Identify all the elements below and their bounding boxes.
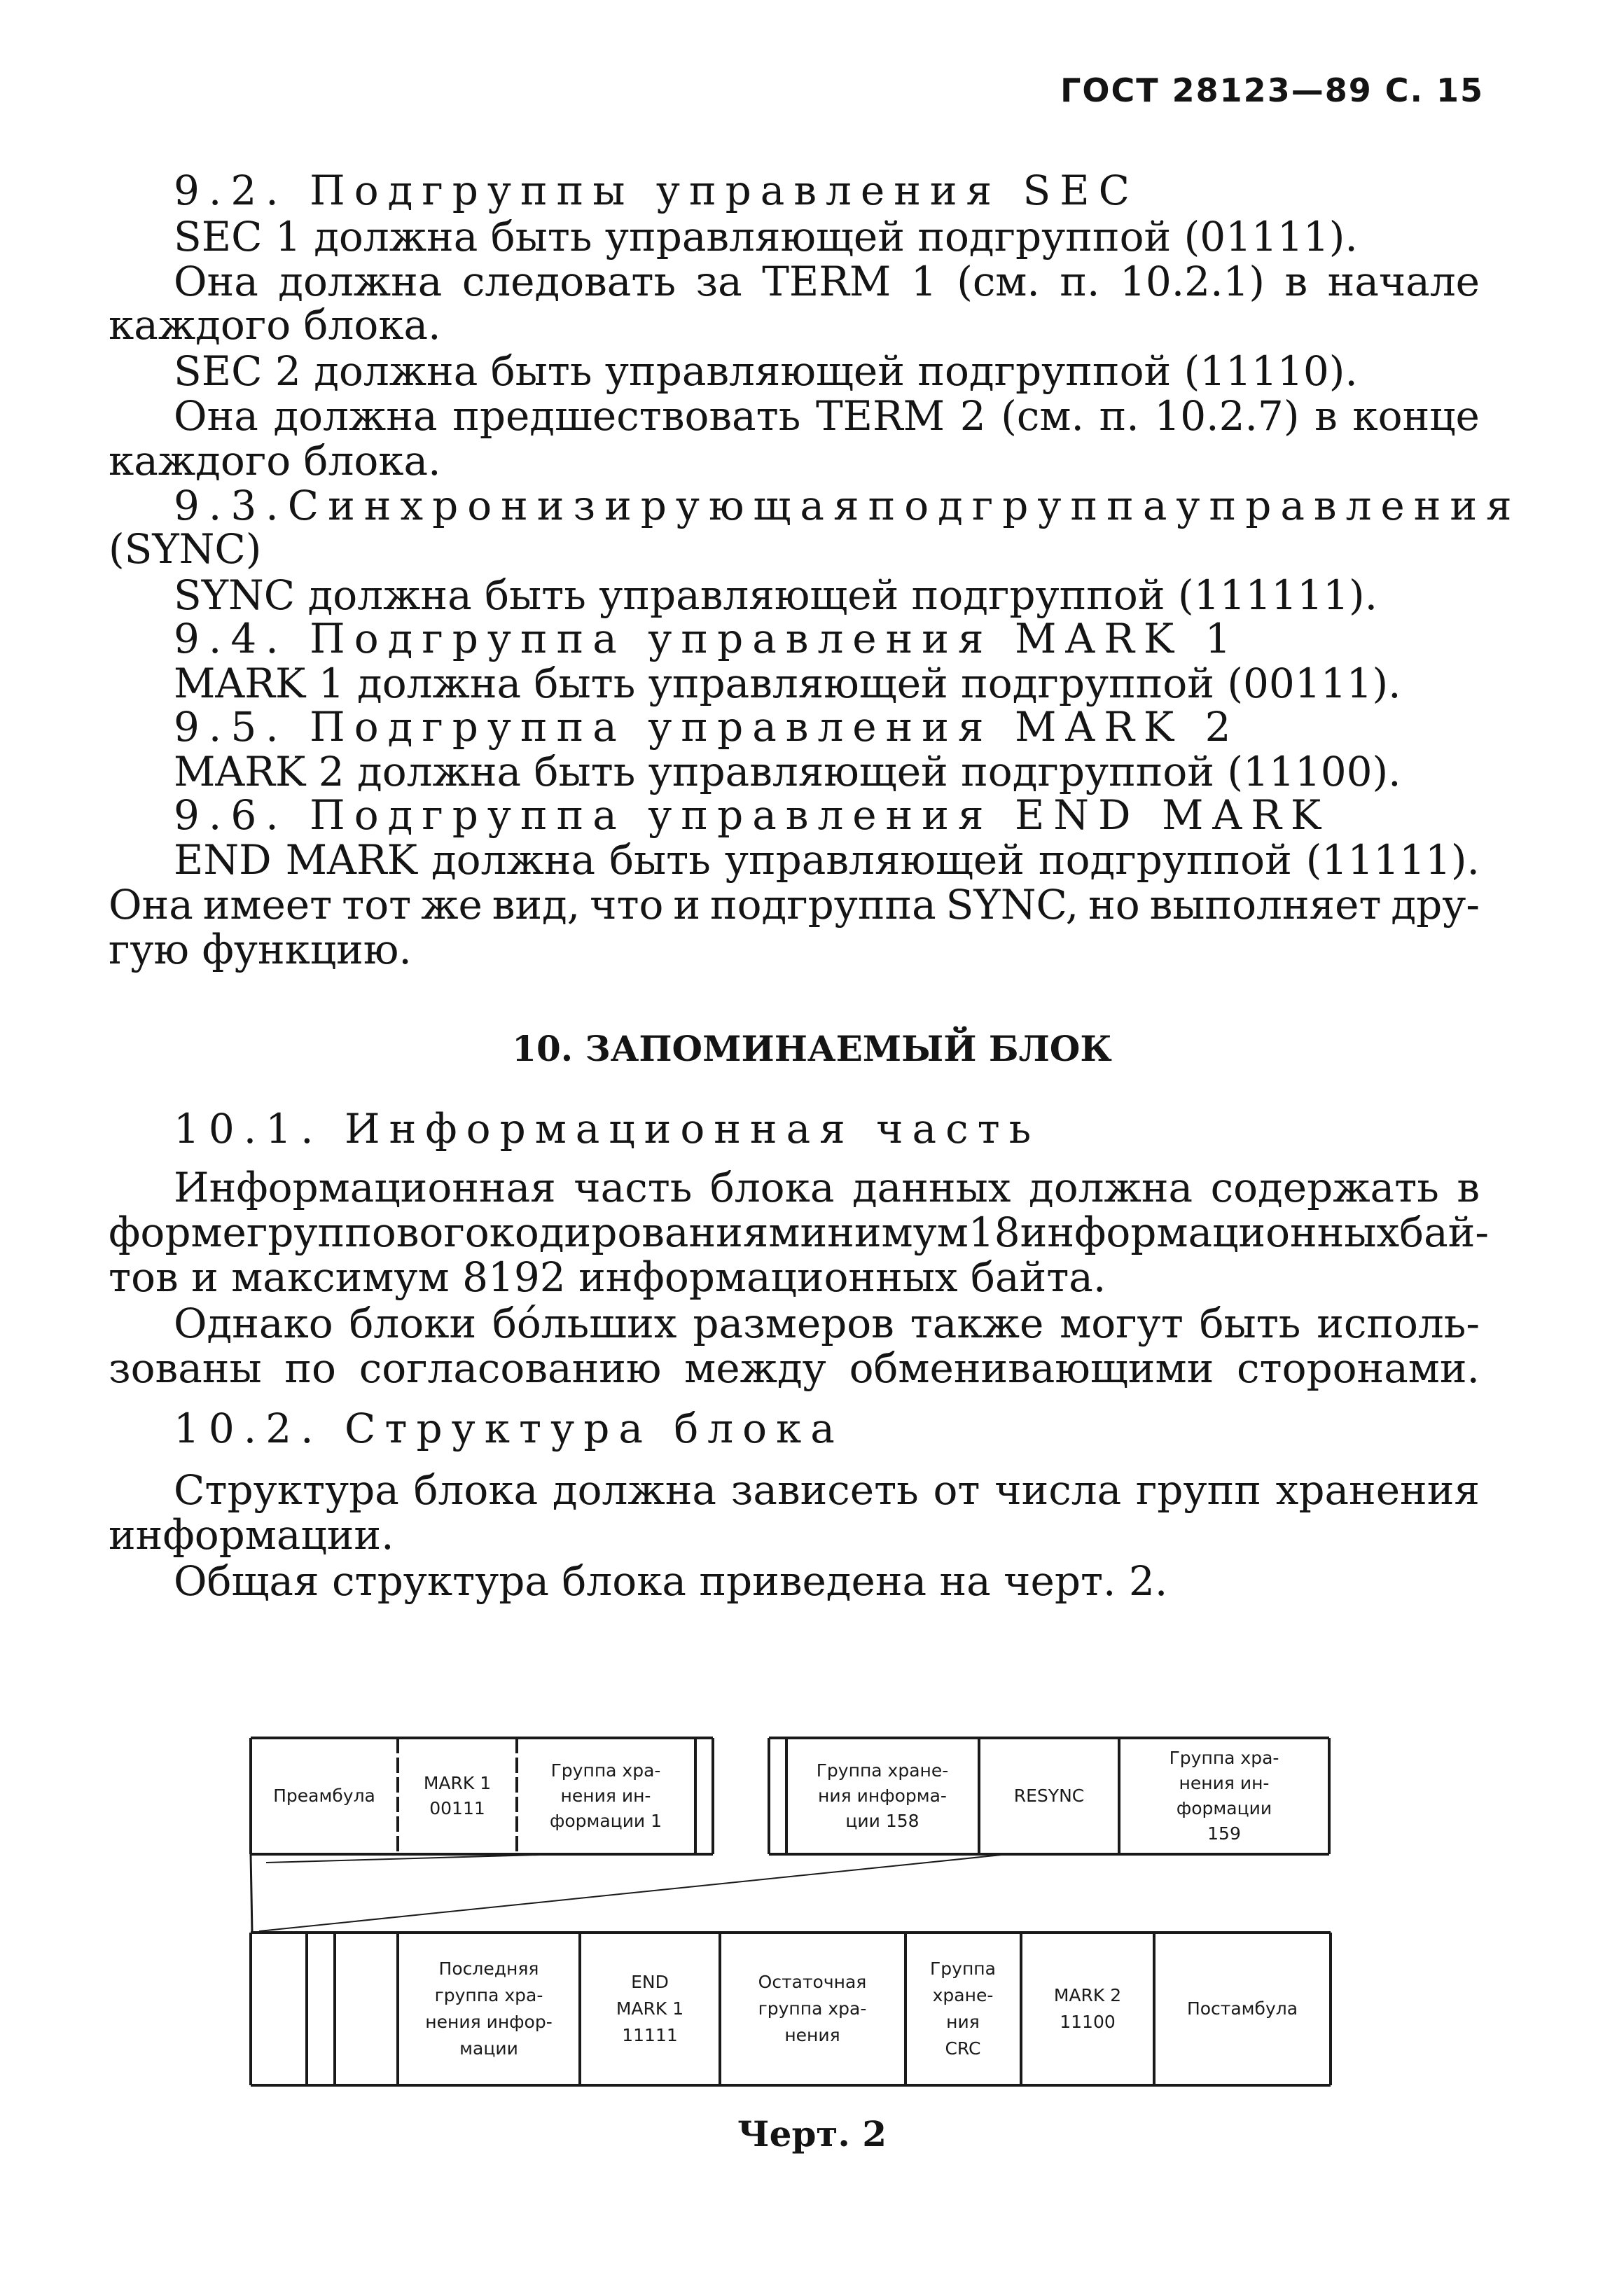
word: также bbox=[910, 1300, 1044, 1347]
word: же bbox=[421, 881, 483, 928]
clause-9-2-line: SEC 2 должна быть управляющей подгруппой (11110). bbox=[174, 347, 1358, 395]
word: 9.3. bbox=[174, 482, 288, 529]
clause-9-3-title-cont: (SYNC) bbox=[109, 525, 262, 573]
diagram-cell-label: END bbox=[631, 1972, 669, 1992]
clause-9-5-line: MARK 2 должна быть управляющей подгруппой (11100). bbox=[174, 748, 1401, 795]
word: конце bbox=[1352, 392, 1480, 440]
word: исполь- bbox=[1317, 1300, 1480, 1347]
word: сторонами. bbox=[1237, 1344, 1480, 1392]
word: п. bbox=[1060, 258, 1100, 305]
diagram-cell-label: Остаточная bbox=[758, 1972, 867, 1992]
word: хранения bbox=[1275, 1466, 1480, 1514]
word: подгруппа bbox=[868, 482, 1177, 529]
word: группового bbox=[246, 1209, 490, 1256]
word: вид, bbox=[492, 881, 581, 928]
diagram-cell-label: Постамбула bbox=[1186, 1998, 1298, 2019]
word: числа bbox=[994, 1466, 1122, 1514]
diagram-cell-label: CRC bbox=[945, 2038, 981, 2059]
clause-9-2-line: каждого блока. bbox=[109, 437, 441, 485]
clause-9-2-line: каждого блока. bbox=[109, 301, 441, 349]
word: должна bbox=[552, 1466, 716, 1514]
clause-10-1-line: тов и максимум 8192 информационных байта. bbox=[109, 1253, 1106, 1301]
word: 18 bbox=[968, 1209, 1020, 1256]
clause-9-2-title: 9.2. Подгруппы управления SEC bbox=[174, 167, 1139, 214]
word: Однако bbox=[174, 1300, 333, 1347]
diagram-cell-label: нения ин- bbox=[560, 1786, 651, 1806]
diagram-cell-label: Группа bbox=[930, 1958, 996, 1979]
diagram-cell-label: Последняя bbox=[438, 1958, 539, 1979]
diagram-cell-label: 159 bbox=[1207, 1823, 1241, 1844]
word: содержать bbox=[1210, 1164, 1439, 1211]
diagram-cell-label: группа хра- bbox=[434, 1985, 543, 2005]
diagram-cell-label: Группа хра- bbox=[550, 1760, 661, 1781]
word: блоки bbox=[349, 1300, 477, 1347]
word: имеет bbox=[202, 881, 333, 928]
clause-9-4-line: MARK 1 должна быть управляющей подгруппой (00111). bbox=[174, 660, 1401, 707]
word: тот bbox=[342, 881, 412, 928]
clause-9-4-title: 9.4. Подгруппа управления MARK 1 bbox=[174, 615, 1240, 662]
diagram-cell-label: ния информа- bbox=[818, 1786, 947, 1806]
word: бай- bbox=[1399, 1209, 1489, 1256]
word: в bbox=[1314, 392, 1338, 440]
page-header: ГОСТ 28123—89 С. 15 bbox=[1060, 71, 1484, 109]
diagram-cell-label: нения инфор- bbox=[425, 2012, 553, 2032]
word: предшествовать bbox=[452, 392, 801, 440]
word: подгруппой bbox=[1038, 836, 1292, 884]
figure-caption: Черт. 2 bbox=[737, 2113, 887, 2155]
diagram-cell-label: 11111 bbox=[622, 2025, 678, 2045]
diagram-cell-label: хране- bbox=[932, 1985, 994, 2005]
word: могут bbox=[1060, 1300, 1184, 1347]
word: форме bbox=[109, 1209, 247, 1256]
diagram-cell-label: RESYNC bbox=[1013, 1786, 1085, 1806]
word: 2 bbox=[959, 392, 986, 440]
clause-9-3-line: SYNC должна быть управляющей подгруппой (111111). bbox=[174, 571, 1378, 619]
word: зависеть bbox=[730, 1466, 919, 1514]
word: 10.2.7) bbox=[1154, 392, 1300, 440]
word: SYNC, bbox=[945, 881, 1079, 928]
word: п. bbox=[1099, 392, 1139, 440]
clause-9-6-line: гую функцию. bbox=[109, 926, 412, 973]
word: 10.2.1) bbox=[1119, 258, 1265, 305]
word: должна bbox=[278, 258, 443, 305]
word: Она bbox=[174, 258, 258, 305]
word: начале bbox=[1327, 258, 1480, 305]
word: управляющей bbox=[724, 836, 1025, 884]
clause-9-5-title: 9.5. Подгруппа управления MARK 2 bbox=[174, 703, 1240, 751]
clause-10-2-line: Общая структура блока приведена на черт. 2. bbox=[174, 1557, 1168, 1605]
diagram-cell-label: формации bbox=[1176, 1798, 1272, 1818]
word: данных bbox=[852, 1164, 1011, 1211]
diagram-cell-label: MARK 2 bbox=[1053, 1985, 1122, 2005]
word: (см. bbox=[1001, 392, 1084, 440]
word: минимум bbox=[768, 1209, 969, 1256]
word: (11111). bbox=[1305, 836, 1480, 884]
word: и bbox=[673, 881, 701, 928]
clause-9-2-line: SEC 1 должна быть управляющей подгруппой (01111). bbox=[174, 213, 1358, 260]
word: (см. bbox=[957, 258, 1040, 305]
word: в bbox=[1457, 1164, 1480, 1211]
diagram-cell-label: ции 158 bbox=[845, 1811, 919, 1831]
diagram-row-1 bbox=[273, 1748, 1279, 1844]
word: MARK bbox=[285, 836, 417, 884]
word: должна bbox=[1029, 1164, 1193, 1211]
word: быть bbox=[1199, 1300, 1301, 1347]
word: по bbox=[284, 1344, 336, 1392]
word: групп bbox=[1135, 1466, 1261, 1514]
word: Синхронизирующая bbox=[287, 482, 868, 529]
word: в bbox=[1284, 258, 1308, 305]
diagram-cell-label: MARK 1 bbox=[423, 1773, 492, 1793]
word: зованы bbox=[109, 1344, 262, 1392]
diagram-cell-label: мации bbox=[459, 2038, 518, 2059]
word: от bbox=[933, 1466, 980, 1514]
word: Информационная bbox=[174, 1164, 556, 1211]
word: следовать bbox=[461, 258, 676, 305]
diagram-cell-label: группа хра- bbox=[758, 1998, 867, 2019]
word: бо́льших bbox=[492, 1300, 677, 1347]
clause-10-2-line: информации. bbox=[109, 1511, 394, 1559]
word: должна bbox=[273, 392, 438, 440]
word: Она bbox=[174, 392, 258, 440]
diagram-cell-label: 00111 bbox=[429, 1798, 485, 1818]
word: согласованию bbox=[359, 1344, 662, 1392]
clause-9-6-title: 9.6. Подгруппа управления END MARK bbox=[174, 791, 1331, 839]
diagram-cell-label: Группа хране- bbox=[816, 1760, 949, 1781]
word: обменивающими bbox=[849, 1344, 1214, 1392]
section-10-heading: 10. ЗАПОМИНАЕМЫЙ БЛОК bbox=[512, 1028, 1112, 1069]
diagram-cell-label: 11100 bbox=[1060, 2012, 1116, 2032]
diagram-cell-label: Преамбула bbox=[273, 1786, 375, 1806]
word: TERM bbox=[815, 392, 945, 440]
word: подгруппа bbox=[709, 881, 936, 928]
word: часть bbox=[574, 1164, 693, 1211]
word: Она bbox=[109, 881, 193, 928]
word: что bbox=[590, 881, 664, 928]
clause-10-1-title: 10.1. Информационная часть bbox=[174, 1105, 1041, 1153]
word: блока bbox=[413, 1466, 539, 1514]
diagram-cell-label: нения ин- bbox=[1179, 1773, 1270, 1793]
word: кодирования bbox=[489, 1209, 769, 1256]
word: END bbox=[174, 836, 272, 884]
word: информационных bbox=[1020, 1209, 1400, 1256]
diagram-cell-label: формации 1 bbox=[549, 1811, 662, 1831]
word: выполняет bbox=[1149, 881, 1382, 928]
word: TERM bbox=[762, 258, 891, 305]
word: блока bbox=[709, 1164, 835, 1211]
word: Структура bbox=[174, 1466, 399, 1514]
word: дру- bbox=[1391, 881, 1480, 928]
word: размеров bbox=[693, 1300, 894, 1347]
diagram-cell-label: нения bbox=[784, 2025, 840, 2045]
word: но bbox=[1088, 881, 1140, 928]
diagram-row-2 bbox=[425, 1958, 1298, 2059]
clause-10-2-title: 10.2. Структура блока bbox=[174, 1405, 844, 1452]
word: управления bbox=[1176, 482, 1521, 529]
diagram-cell-label: ния bbox=[946, 2012, 980, 2032]
word: должна bbox=[431, 836, 596, 884]
diagram-cell-label: MARK 1 bbox=[616, 1998, 684, 2019]
word: за bbox=[695, 258, 742, 305]
word: быть bbox=[609, 836, 711, 884]
word: между bbox=[684, 1344, 826, 1392]
word: 1 bbox=[910, 258, 937, 305]
diagram-cell-label: Группа хра- bbox=[1169, 1748, 1279, 1768]
